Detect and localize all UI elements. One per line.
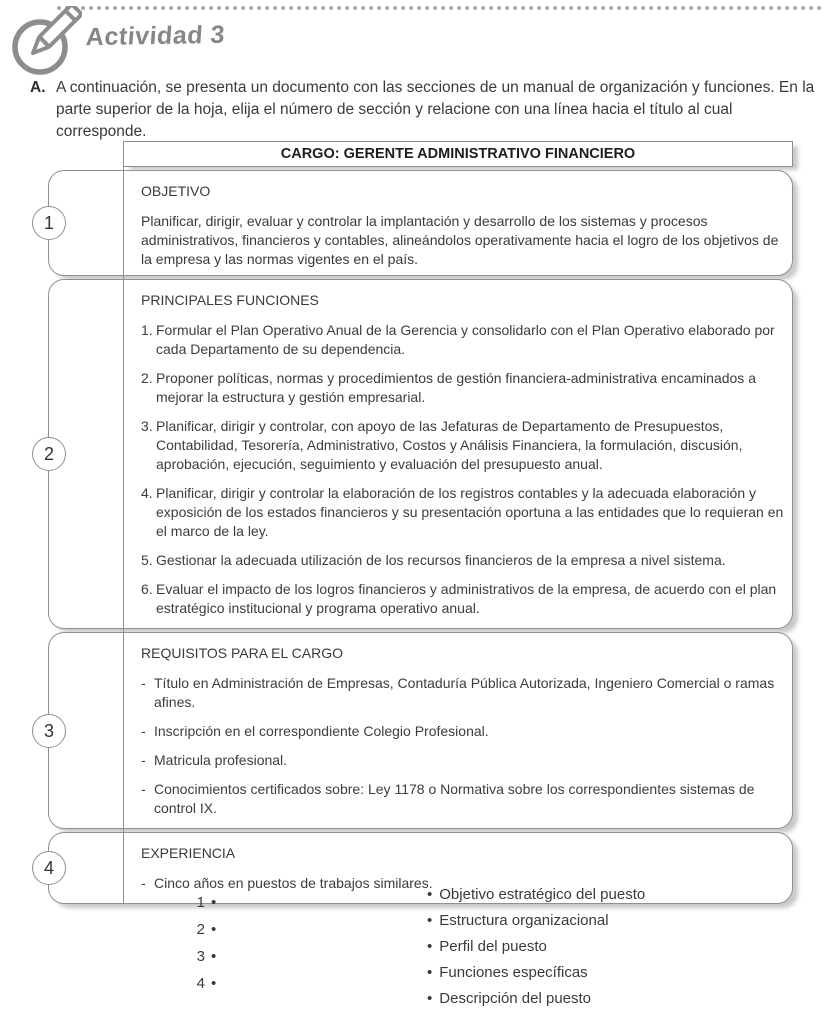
- instruction-label: A.: [30, 79, 46, 96]
- item-text: Planificar, dirigir y controlar la elaboración de los registros contables y la adecuada elaboración y exposición de los estados financieros y su presentación oportuna a las entidades que lo requieran en el marco de la ley.: [156, 485, 784, 539]
- match-option-label: Descripción del puesto: [439, 990, 592, 1007]
- item-dash: -: [141, 752, 146, 768]
- match-right-row-4: [427, 964, 645, 981]
- match-right-row-1: [427, 886, 645, 903]
- match-option-label: Objetivo estratégico del puesto: [439, 886, 646, 903]
- match-option-label: Perfil del puesto: [439, 938, 547, 955]
- item-dash: -: [141, 781, 146, 797]
- match-dot-right-2[interactable]: •: [427, 912, 433, 929]
- item-number: 2.: [141, 370, 153, 386]
- match-number: 1: [196, 894, 205, 911]
- section-row-requisitos: [43, 632, 793, 829]
- matching-left-column: [193, 894, 216, 1002]
- section-heading: EXPERIENCIA: [141, 845, 236, 861]
- item-text: Conocimientos certificados sobre: Ley 1178 o Normativa sobre los correspondientes sistemas de control IX.: [154, 781, 755, 816]
- dotted-divider: [57, 6, 822, 10]
- pencil-icon: [6, 6, 82, 78]
- item-number: 4.: [141, 485, 153, 501]
- match-number: 2: [196, 921, 205, 938]
- section-heading: OBJETIVO: [141, 183, 211, 199]
- match-dot-left-4[interactable]: •: [211, 975, 217, 992]
- section-heading: PRINCIPALES FUNCIONES: [141, 292, 319, 308]
- list-item: [141, 551, 784, 570]
- item-text: Cinco años en puestos de trabajos similares.: [154, 875, 433, 891]
- item-number: 6.: [141, 581, 153, 597]
- match-left-row-4: [193, 975, 216, 992]
- section-row-experiencia: [43, 832, 793, 904]
- item-text: Matricula profesional.: [154, 752, 288, 768]
- section-paragraph: Planificar, dirigir, evaluar y controlar la implantación y desarrollo de los sistemas y procesos administrativos, financieros y contables, alineándolos operativamente hacia el logro de los objetivos de la empresa y las normas vigentes en el país.: [141, 213, 779, 267]
- item-number: 3.: [141, 418, 153, 434]
- item-text: Gestionar la adecuada utilización de los recursos financieros de la empresa a nivel sistema.: [156, 552, 726, 568]
- item-dash: -: [141, 675, 146, 691]
- item-text: Inscripción en el correspondiente Colegio Profesional.: [154, 723, 489, 739]
- instruction-block: [30, 77, 820, 143]
- match-left-row-3: [193, 948, 216, 965]
- item-text: Evaluar el impacto de los logros financieros y administrativos de la empresa, de acuerdo con el plan estratégico institucional y programa operativo anual.: [156, 581, 777, 616]
- list-item: [141, 780, 784, 818]
- item-text: Proponer políticas, normas y procedimientos de gestión financiera-administrativa encaminados a mejorar la estructura y gestión empresarial.: [156, 370, 756, 405]
- item-text: Planificar, dirigir y controlar, con apoyo de las Jefaturas de Departamento de Presupuestos, Contabilidad, Tesorería, Administrativo, Costos y Análisis Financiera, la formulación, discusión, aprobación, ejecución, seguimiento y evaluación del presupuesto anual.: [156, 418, 743, 472]
- section-number-circle-3[interactable]: 3: [32, 714, 66, 748]
- match-left-row-1: [193, 894, 216, 911]
- list-item: [141, 674, 784, 712]
- item-number: 5.: [141, 552, 153, 568]
- match-dot-right-4[interactable]: •: [427, 964, 433, 981]
- list-item: [141, 484, 784, 541]
- match-dot-left-2[interactable]: •: [211, 921, 217, 938]
- match-dot-right-3[interactable]: •: [427, 938, 433, 955]
- match-option-label: Estructura organizacional: [439, 912, 609, 929]
- matching-right-column: [427, 886, 645, 1016]
- section-heading: REQUISITOS PARA EL CARGO: [141, 645, 344, 661]
- item-number: 1.: [141, 322, 153, 338]
- match-dot-left-3[interactable]: •: [211, 948, 217, 965]
- list-item: [141, 321, 784, 359]
- section-number-circle-4[interactable]: 4: [32, 851, 66, 885]
- match-number: 3: [196, 948, 205, 965]
- section-row-objetivo: [43, 170, 793, 276]
- activity-header: [6, 6, 226, 78]
- match-dot-left-1[interactable]: •: [211, 894, 217, 911]
- list-item: [141, 580, 784, 618]
- section-number-circle-2[interactable]: 2: [32, 437, 66, 471]
- instruction-text: A continuación, se presenta un documento con las secciones de un manual de organización y funciones. En la parte superior de la hoja, elija el número de sección y relacione con una línea hacia el título al cual corresponde.: [56, 79, 815, 140]
- match-left-row-2: [193, 921, 216, 938]
- list-item: [141, 417, 784, 474]
- item-text: Formular el Plan Operativo Anual de la Gerencia y consolidarlo con el Plan Operativo elaborado por cada Departamento de su dependencia.: [156, 322, 775, 357]
- section-row-funciones: [43, 279, 793, 629]
- item-dash: -: [141, 723, 146, 739]
- item-text: Título en Administración de Empresas, Contaduría Pública Autorizada, Ingeniero Comercial o ramas afines.: [154, 675, 775, 710]
- match-right-row-5: [427, 990, 645, 1007]
- table-column-divider: [123, 141, 124, 903]
- list-item: [141, 369, 784, 407]
- section-number-circle-1[interactable]: 1: [32, 206, 66, 240]
- match-dot-right-1[interactable]: •: [427, 886, 433, 903]
- list-item: [141, 722, 784, 741]
- match-right-row-3: [427, 938, 645, 955]
- match-dot-right-5[interactable]: •: [427, 990, 433, 1007]
- activity-title: Actividad 3: [84, 20, 226, 52]
- list-item: [141, 751, 784, 770]
- match-option-label: Funciones específicas: [439, 964, 588, 981]
- match-right-row-2: [427, 912, 645, 929]
- table-header: CARGO: GERENTE ADMINISTRATIVO FINANCIERO: [123, 141, 793, 167]
- item-dash: -: [141, 875, 146, 891]
- mof-table: [43, 141, 793, 904]
- match-number: 4: [196, 975, 205, 992]
